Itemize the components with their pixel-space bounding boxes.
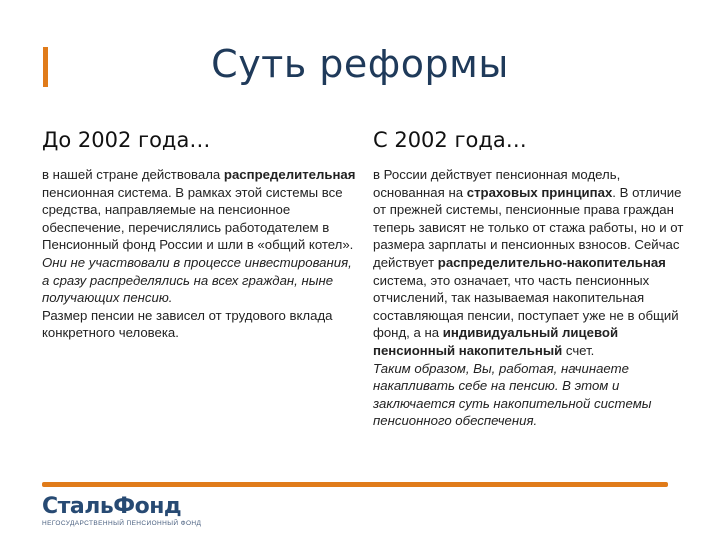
right-p1-text-a: в России действует пенсионная модель, основанная на <box>373 167 621 200</box>
right-p1-text-e: система, это означает, что часть пенсионных отчислений, так называемая накопительная составляющая пенсии, поступает уже не в общий фонд, а на <box>373 272 679 341</box>
left-p1-bold: распределительная <box>223 167 356 182</box>
left-column-heading: До 2002 года… <box>42 128 211 152</box>
left-paragraph-1 <box>42 166 360 254</box>
left-column <box>42 128 360 342</box>
right-p1-bold-3: индивидуальный лицевой пенсионный накопительный <box>373 325 619 358</box>
logo-subtitle: НЕГОСУДАРСТВЕННЫЙ ПЕНСИОННЫЙ ФОНД <box>42 520 202 527</box>
right-paragraph-1 <box>373 166 691 360</box>
right-column <box>373 128 691 430</box>
right-p1-text-g: счет. <box>562 342 595 358</box>
left-paragraph-3: Размер пенсии не зависел от трудового вклада конкретного человека. <box>42 307 333 341</box>
slide-title: Суть реформы <box>211 42 509 86</box>
right-column-body <box>373 166 691 430</box>
left-p1-text-a: в нашей стране действовала <box>42 167 224 182</box>
logo-name: СтальФонд <box>42 494 182 519</box>
left-paragraph-2: Они не участвовали в процессе инвестирования, а сразу распределялись на всех граждан, ныне получающих пенсию. <box>42 254 352 306</box>
left-p1-text-c: пенсионная система. В рамках этой системы все средства, направляемые на пенсионное обеспечение, перечислялись работодателем в Пенсионный фонд России и шли в «общий котел». <box>42 184 354 253</box>
footer-divider <box>42 482 668 487</box>
stalfond-logo <box>42 494 201 527</box>
right-p1-bold-2: распределительно-накопительная <box>437 254 666 270</box>
right-column-heading: С 2002 года… <box>373 128 527 152</box>
right-p1-text-c: . В отличие от прежней системы, пенсионные права граждан теперь зависят не только от стажа работы, но и от размера зарплаты и пенсионных взносов. Сейчас действует <box>373 184 684 270</box>
right-p1-bold-1: страховых принципах <box>466 184 613 200</box>
right-paragraph-2: Таким образом, Вы, работая, начинаете накапливать себе на пенсию. В этом и заключается суть накопительной системы пенсионного обеспечения. <box>373 360 652 429</box>
left-column-body <box>42 166 360 342</box>
